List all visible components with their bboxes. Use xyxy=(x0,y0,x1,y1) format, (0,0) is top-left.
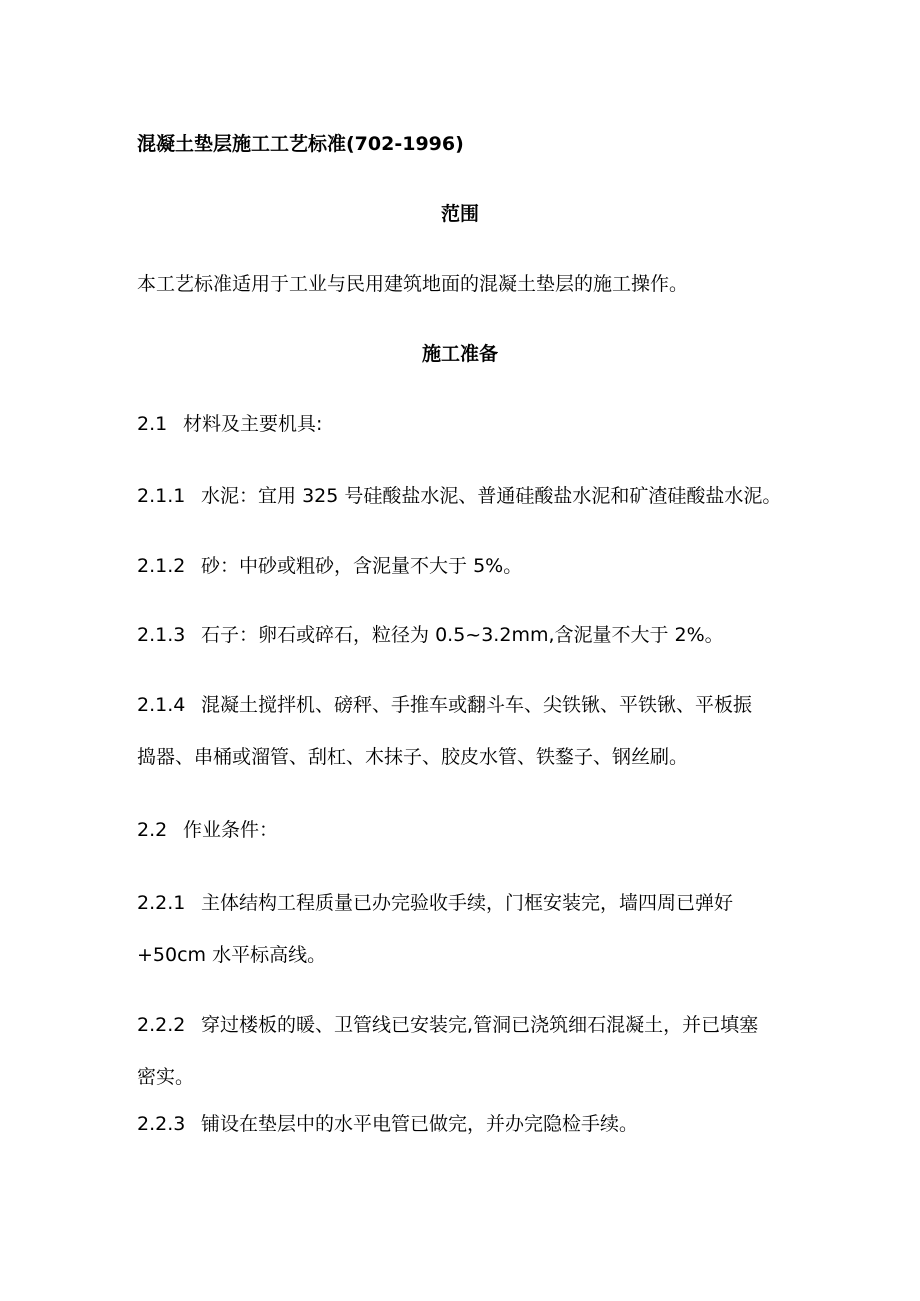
item-2-1-4-continuation: 捣器、串桶或溜管、刮杠、木抹子、胶皮水管、铁鍪子、钢丝刷。 xyxy=(137,746,689,768)
item-text: 水泥：宜用 325 号硅酸盐水泥、普通硅酸盐水泥和矿渣硅酸盐水泥。 xyxy=(201,485,782,507)
section-heading-scope: 范围 xyxy=(440,203,479,225)
item-2-2-2 xyxy=(137,1011,797,1039)
item-text: 作业条件： xyxy=(183,819,279,841)
item-2-1-3 xyxy=(137,621,797,649)
item-text: 砂：中砂或粗砂，含泥量不大于 5%。 xyxy=(201,555,523,577)
section-heading-preparation: 施工准备 xyxy=(421,343,498,365)
item-number: 2.1 xyxy=(137,413,168,435)
item-number: 2.1.3 xyxy=(137,624,186,646)
item-text: 铺设在垫层中的水平电管已做完，并办完隐检手续。 xyxy=(201,1113,639,1135)
item-number: 2.2.2 xyxy=(137,1014,186,1036)
document-title: 混凝土垫层施工工艺标准(702-1996) xyxy=(137,133,464,155)
item-number: 2.2.3 xyxy=(137,1113,186,1135)
item-number: 2.2.1 xyxy=(137,892,186,914)
item-text: 石子：卵石或碎石，粒径为 0.5~3.2mm,含泥量不大于 2%。 xyxy=(201,624,724,646)
item-text: 混凝土搅拌机、磅秤、手推车或翻斗车、尖铁锹、平铁锹、平板振 xyxy=(201,694,753,716)
item-2-2-2-continuation: 密实。 xyxy=(137,1066,195,1088)
item-2-2-3 xyxy=(137,1110,797,1138)
item-number: 2.1.2 xyxy=(137,555,186,577)
item-2-1-2 xyxy=(137,552,797,580)
item-text: 主体结构工程质量已办完验收手续，门框安装完，墙四周已弹好 xyxy=(201,892,734,914)
item-2-1-4 xyxy=(137,691,797,719)
item-2-2-1 xyxy=(137,889,797,917)
item-text: 材料及主要机具: xyxy=(183,413,323,435)
item-2-1 xyxy=(137,410,797,438)
item-2-2 xyxy=(137,816,797,844)
item-2-2-1-continuation: +50cm 水平标高线。 xyxy=(137,944,327,966)
item-number: 2.1.4 xyxy=(137,694,186,716)
item-text: 穿过楼板的暖、卫管线已安装完,管洞已浇筑细石混凝土，并已填塞 xyxy=(201,1014,759,1036)
item-2-1-1 xyxy=(137,482,797,510)
scope-paragraph: 本工艺标准适用于工业与民用建筑地面的混凝土垫层的施工操作。 xyxy=(137,273,689,295)
item-number: 2.1.1 xyxy=(137,485,186,507)
item-number: 2.2 xyxy=(137,819,168,841)
